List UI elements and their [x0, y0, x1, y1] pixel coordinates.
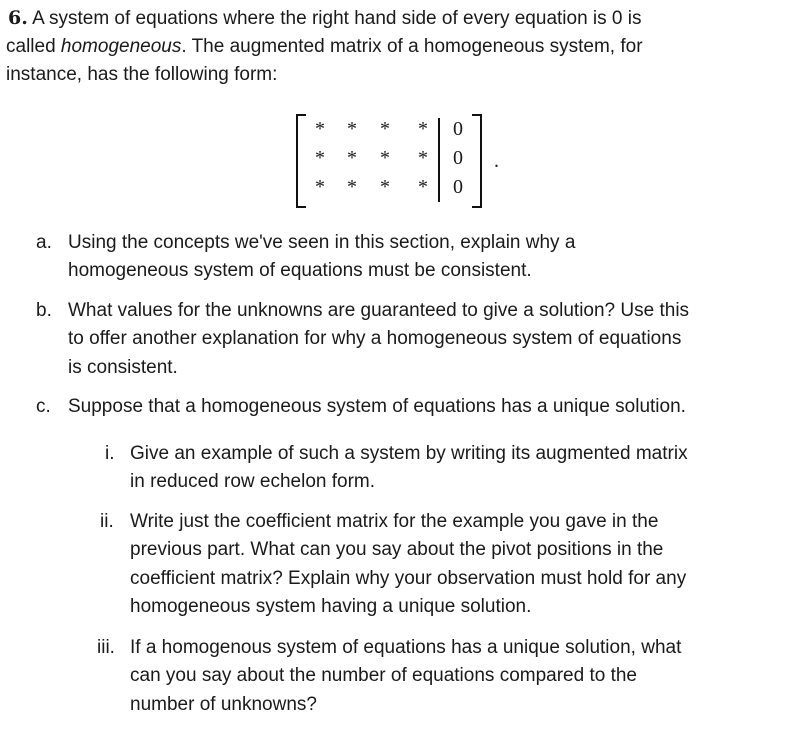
- problem-number: 6.: [8, 7, 28, 29]
- item-text-line: previous part. What can you say about the pivot positions in the: [130, 539, 664, 561]
- item-text-line: What values for the unknowns are guaranteed to give a solution? Use this: [68, 300, 690, 321]
- item-text-line: coefficient matrix? Explain why your observation must hold for any: [130, 567, 687, 589]
- item-label: b.: [36, 300, 52, 321]
- item-text-line: to offer another explanation for why a homogeneous system of equations: [68, 328, 682, 350]
- item-label: iii.: [97, 637, 115, 658]
- matrix-cell: *: [315, 176, 325, 198]
- matrix-cell: 0: [453, 176, 463, 198]
- left-bracket: [296, 114, 306, 208]
- item-text-line: Using the concepts we've seen in this section, explain why a: [68, 232, 576, 253]
- item-label: i.: [105, 443, 115, 464]
- item-text-line: is consistent.: [68, 356, 178, 378]
- matrix-cell: *: [418, 118, 428, 140]
- item-text-line: can you say about the number of equations compared to the: [130, 665, 637, 687]
- item-text-line: in reduced row echelon form.: [130, 471, 376, 493]
- matrix-cell: *: [315, 118, 325, 140]
- matrix-cell: *: [418, 176, 428, 198]
- item-text-line: homogeneous system having a unique solution.: [130, 595, 532, 617]
- matrix-cell: *: [380, 118, 390, 140]
- item-text-line: Suppose that a homogeneous system of equations has a unique solution.: [68, 396, 686, 417]
- item-text-line: number of unknowns?: [130, 693, 317, 715]
- intro-line-2: called homogeneous. The augmented matrix of a homogeneous system, for: [6, 36, 643, 57]
- item-text-line: Write just the coefficient matrix for the example you gave in the: [130, 511, 659, 532]
- item-text-line: homogeneous system of equations must be consistent.: [68, 260, 532, 282]
- matrix-cell: 0: [453, 118, 463, 140]
- matrix-cell: *: [347, 147, 357, 169]
- matrix-cell: 0: [453, 147, 463, 169]
- homogeneous-term: homogeneous: [60, 36, 182, 57]
- item-label: c.: [36, 396, 51, 417]
- item-label: a.: [36, 232, 52, 253]
- item-text-line: Give an example of such a system by writing its augmented matrix: [130, 443, 688, 464]
- matrix-cell: *: [347, 176, 357, 198]
- matrix-period: .: [494, 150, 499, 172]
- augment-bar: [438, 118, 440, 202]
- intro-line-3: instance, has the following form:: [6, 64, 278, 85]
- matrix-cell: *: [380, 147, 390, 169]
- matrix-cell: *: [347, 118, 357, 140]
- matrix-cell: *: [380, 176, 390, 198]
- intro-line-1: 6. A system of equations where the right hand side of every equation is 0 is: [8, 7, 642, 29]
- item-label: ii.: [100, 511, 114, 532]
- item-text-line: If a homogenous system of equations has a unique solution, what: [130, 637, 682, 658]
- right-bracket: [472, 114, 482, 208]
- augmented-matrix: [296, 114, 482, 206]
- matrix-cell: *: [315, 147, 325, 169]
- matrix-cell: *: [418, 147, 428, 169]
